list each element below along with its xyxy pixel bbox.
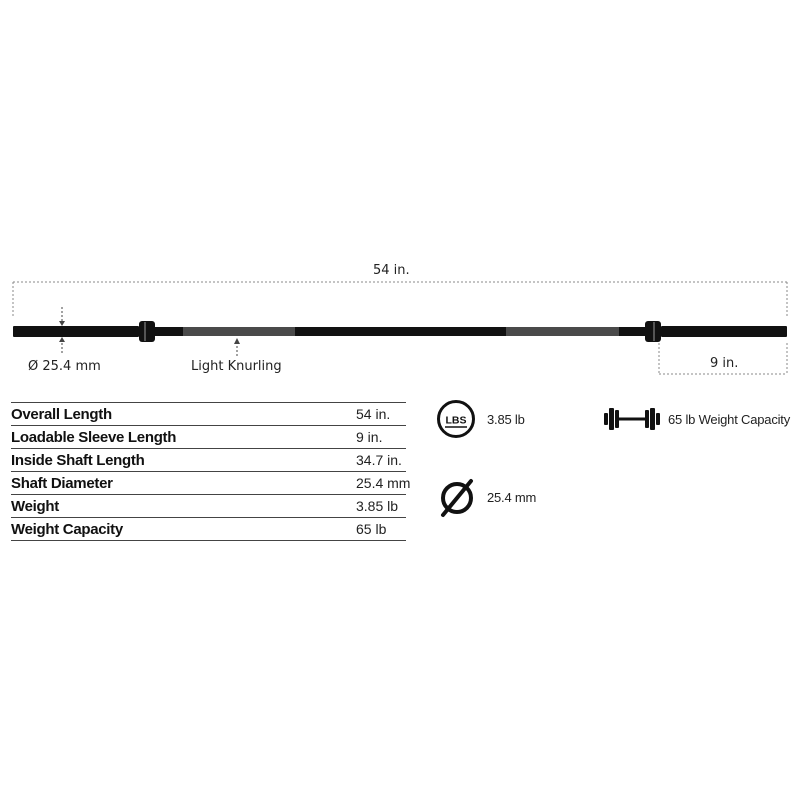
sleeve-length-label: 9 in. — [710, 356, 739, 371]
spec-value: 3.85 lb — [356, 498, 399, 514]
lbs-badge-text: LBS — [445, 414, 467, 427]
overall-length-label: 54 in. — [373, 263, 410, 278]
capacity-icon-label: 65 lb Weight Capacity — [668, 412, 791, 427]
spec-value: 25.4 mm — [356, 475, 411, 491]
table-row — [11, 472, 411, 495]
overall-length-dimension — [13, 282, 787, 318]
spec-value: 9 in. — [356, 429, 383, 445]
diameter-arrow-down — [59, 321, 65, 326]
spec-value: 54 in. — [356, 406, 391, 422]
spec-table — [11, 402, 411, 541]
barbell-icon — [604, 405, 660, 433]
table-row — [11, 426, 406, 449]
spec-label: Shaft Diameter — [11, 474, 113, 492]
spec-value: 34.7 in. — [356, 452, 402, 468]
spec-label: Loadable Sleeve Length — [11, 428, 177, 446]
barbell — [13, 321, 787, 342]
knurling-arrow — [234, 338, 240, 344]
left-knurling — [183, 327, 295, 336]
spec-value: 65 lb — [356, 521, 387, 537]
right-sleeve — [661, 326, 787, 337]
right-knurling — [506, 327, 619, 336]
diameter-icon — [437, 477, 477, 519]
table-row — [11, 402, 406, 426]
spec-label: Weight — [11, 497, 59, 515]
left-sleeve — [13, 326, 139, 337]
lbs-badge-icon — [436, 399, 476, 439]
spec-label: Weight Capacity — [11, 520, 123, 538]
weight-icon-label: 3.85 lb — [487, 412, 525, 427]
diameter-label: Ø 25.4 mm — [28, 359, 101, 374]
table-row — [11, 518, 406, 541]
left-collar — [139, 321, 155, 342]
table-row — [11, 495, 406, 518]
spec-label: Overall Length — [11, 405, 112, 423]
spec-label: Inside Shaft Length — [11, 451, 145, 469]
knurling-label: Light Knurling — [191, 359, 282, 374]
table-row — [11, 449, 406, 472]
diameter-icon-label: 25.4 mm — [487, 490, 537, 505]
diameter-arrow-up — [59, 337, 65, 342]
